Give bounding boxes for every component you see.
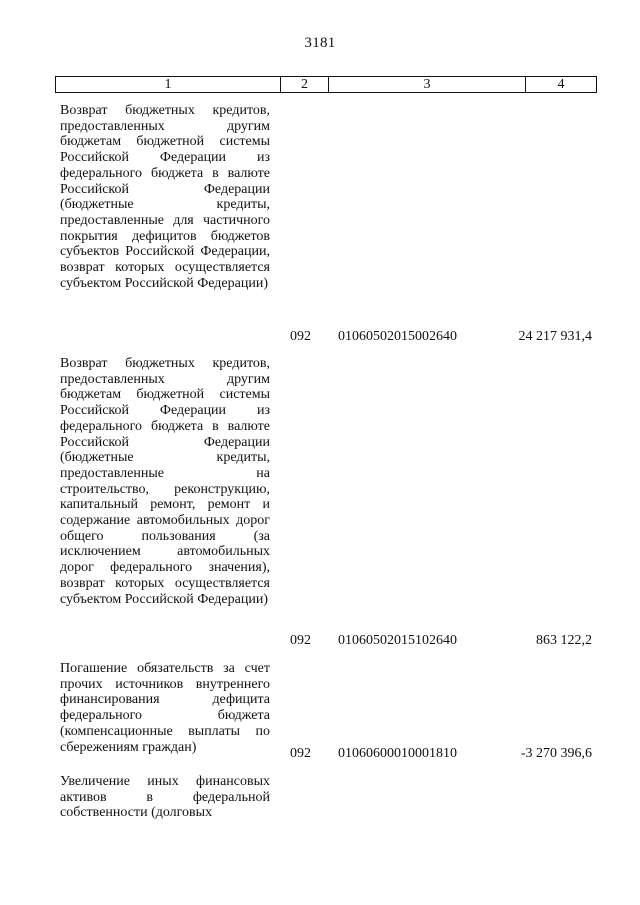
row-amount: 24 217 931,4 — [518, 329, 592, 344]
row-description: Возврат бюджетных кредитов, предоставленных другим бюджетам бюджетной системы Российской Федерации из федерального бюджета в валюте Российской Федерации (бюджетные кредиты, предоставленные на строительство, реконструкцию, капитальный ремонт, ремонт и содержание автомобильных дорог общего пользования (за исключением автомобильных дорог федерального значения), возврат которых осуществляется субъектом Российской Федерации) — [60, 356, 270, 607]
row-admin-code: 092 — [290, 329, 311, 344]
row-description: Погашение обязательств за счет прочих источников внутреннего финансирования дефицита федерального бюджета (компенсационные выплаты по сбережениям граждан) — [60, 661, 270, 755]
row-admin-code: 092 — [290, 633, 311, 648]
row-admin-code: 092 — [290, 746, 311, 761]
table-header — [55, 76, 597, 93]
page-number: 3181 — [304, 35, 336, 51]
column-header-1: 1 — [56, 77, 281, 92]
row-amount: 863 122,2 — [536, 633, 592, 648]
column-header-4: 4 — [557, 77, 565, 92]
row-description: Увеличение иных финансовых активов в федеральной собственности (долговых — [60, 774, 270, 821]
row-amount: -3 270 396,6 — [520, 746, 592, 761]
column-header-3: 3 — [329, 77, 526, 92]
row-kbk: 01060502015002640 — [338, 329, 457, 344]
row-kbk: 01060600010001810 — [338, 746, 457, 761]
row-description: Возврат бюджетных кредитов, предоставленных другим бюджетам бюджетной системы Российской Федерации из федерального бюджета в валюте Российской Федерации (бюджетные кредиты, предоставленные для частичного покрытия дефицитов бюджетов субъектов Российской Федерации, возврат которых осуществляется субъектом Российской Федерации) — [60, 103, 270, 291]
column-header-2: 2 — [281, 77, 329, 92]
row-kbk: 01060502015102640 — [338, 633, 457, 648]
